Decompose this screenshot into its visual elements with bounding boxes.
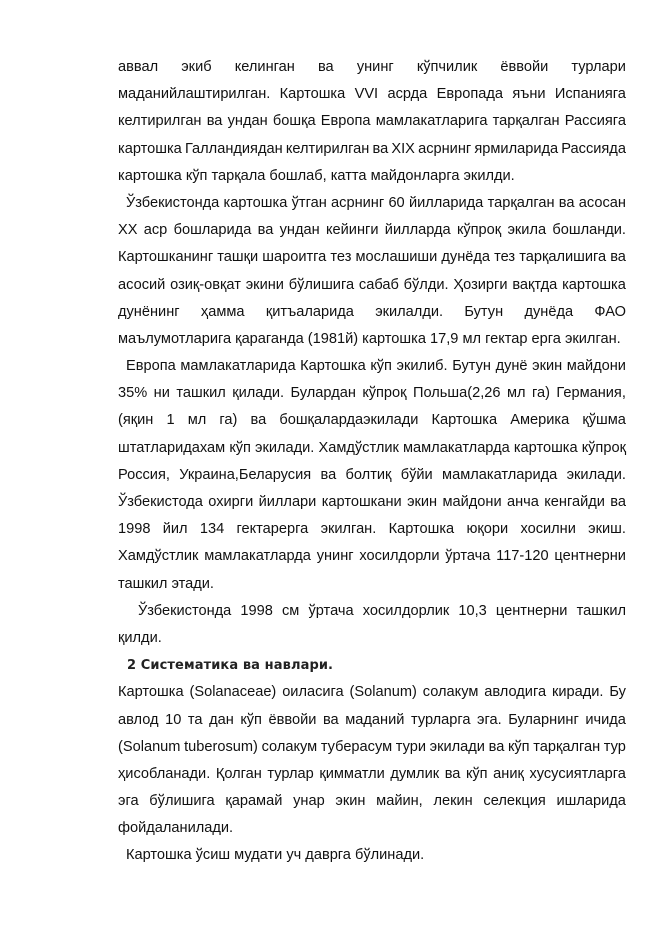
paragraph — [118, 190, 626, 353]
word: мл — [506, 385, 526, 402]
text-line — [118, 788, 626, 815]
word: ташкил — [576, 602, 626, 619]
word: (яқин — [118, 412, 154, 429]
word: Германия, — [556, 385, 626, 402]
word: экилган. — [320, 521, 377, 538]
word: Россия, — [118, 466, 170, 483]
word: асрнинг — [331, 194, 385, 211]
word: кўпроқ — [456, 222, 502, 239]
word: қимматли — [319, 765, 385, 782]
word: ундан — [227, 113, 268, 130]
word: Булардан — [290, 385, 356, 402]
word: бошларида — [173, 222, 252, 239]
word: Картошка — [388, 521, 455, 538]
text-line — [118, 761, 626, 788]
word: бўлди. — [403, 276, 449, 293]
word: туберасум — [320, 738, 393, 755]
word: авлод — [118, 711, 159, 728]
word: оиласига — [282, 684, 344, 701]
word: 10 — [165, 711, 182, 728]
word: Испанияга — [554, 86, 626, 103]
word: ёввойи — [500, 59, 549, 75]
word: ФАО — [594, 303, 626, 320]
word: анча — [506, 494, 539, 510]
word: экилиб. — [396, 358, 448, 375]
word: кўп — [370, 358, 392, 375]
word: Бутун — [464, 303, 504, 320]
word: Бутун — [452, 358, 491, 375]
word: Бу — [609, 684, 626, 701]
word: бўйи — [400, 466, 433, 483]
text-line — [118, 244, 626, 271]
word: дунёнинг — [118, 303, 180, 320]
word: хосилдорли — [359, 548, 440, 565]
word: дунёда — [524, 303, 574, 320]
word: (Solanum — [118, 738, 181, 755]
word: бошқа — [272, 113, 316, 130]
word: йиллари — [258, 494, 317, 510]
word: мамлакатларида — [180, 358, 296, 375]
word: думлик — [390, 765, 440, 782]
word: Ўзбекистонда — [138, 602, 232, 619]
word: яъни — [512, 86, 546, 103]
word: Галландиядан — [184, 140, 283, 157]
word: Ўзбекистода — [118, 494, 203, 510]
word: Картошка — [279, 86, 346, 103]
text-line — [118, 217, 626, 244]
text-line — [118, 190, 626, 217]
word: Картошканинг — [118, 249, 214, 266]
word: экин — [532, 358, 563, 375]
text-line — [118, 380, 626, 407]
word: бошланди. — [552, 222, 626, 239]
word: Европада — [436, 86, 503, 103]
word: дан — [209, 711, 234, 728]
word: Рассияда — [561, 140, 626, 157]
word: сабаб — [358, 276, 399, 293]
word: бўлишига — [149, 793, 215, 810]
word: 117-120 — [496, 548, 549, 565]
word: мл — [187, 412, 207, 429]
word: кўпчилик — [416, 59, 478, 75]
word: Америка — [510, 412, 570, 429]
word: Рассияга — [564, 113, 626, 130]
word: майдони — [566, 358, 626, 375]
word: экилади. — [255, 439, 315, 456]
text-line — [118, 516, 626, 543]
word: асосан — [578, 194, 626, 211]
word: тури — [395, 738, 427, 755]
word: ва — [558, 194, 575, 211]
text-line — [118, 462, 626, 489]
word: Ҳозирги — [453, 276, 508, 293]
word: аср — [143, 222, 168, 239]
word: Картошка — [431, 412, 498, 429]
word: (Solanum) — [349, 684, 417, 701]
word: кўпроқ — [362, 385, 407, 402]
word: Қолган — [215, 765, 262, 782]
word: 1998 — [240, 602, 273, 619]
section-heading: 2 Систематика ва навлари. — [127, 658, 334, 674]
word: турлари — [571, 59, 626, 75]
word: ташкил — [176, 385, 226, 402]
word: тарқалган — [533, 738, 601, 755]
word: 134 — [199, 521, 225, 538]
word: дунё — [495, 358, 528, 375]
word: Европа — [126, 358, 176, 375]
word: мамлакатларда — [403, 439, 510, 456]
word: йилларида — [408, 194, 484, 211]
word: ярмиларида — [474, 140, 559, 157]
word: ишларида — [556, 793, 626, 810]
word: ундан — [279, 222, 320, 239]
word: XX — [118, 222, 138, 239]
word: тез — [330, 249, 352, 266]
word: экини — [245, 276, 284, 293]
word: ва — [610, 249, 626, 266]
text-line — [118, 489, 626, 516]
word: селекция — [483, 793, 546, 810]
word: хосилни — [520, 521, 576, 538]
word: охирги — [208, 494, 254, 510]
word: асрда — [387, 86, 428, 103]
word: қарамай — [225, 793, 283, 810]
word: солакум — [261, 738, 318, 755]
text-line: ташкил этади. — [118, 575, 214, 592]
word: 35% — [118, 385, 148, 402]
word: tuberosum) — [184, 738, 258, 755]
word: 1998 — [118, 521, 151, 538]
word: келинган — [234, 59, 295, 75]
text-line: картошка кўп тарқала бошлаб, катта майдонларга экилди. — [118, 167, 515, 184]
word: кўп — [240, 711, 262, 728]
word: тез — [494, 249, 516, 266]
word: экилади. — [566, 466, 626, 483]
word: хосилдорлик — [362, 602, 450, 619]
word: мамлакатларига — [375, 113, 488, 130]
word: дунёда — [441, 249, 491, 266]
word: ва — [320, 466, 337, 483]
word: эга. — [477, 711, 502, 728]
word: ни — [153, 385, 170, 402]
word: центнерни — [495, 602, 568, 619]
word: та — [187, 711, 203, 728]
word: асрнинг — [418, 140, 472, 157]
word: экиб — [181, 59, 212, 75]
text-line — [118, 299, 626, 326]
word: картошка — [118, 140, 182, 157]
word: экин — [407, 494, 438, 510]
word: картошка — [513, 439, 578, 456]
word: см — [282, 602, 300, 619]
word: ва — [372, 140, 389, 157]
word: унар — [293, 793, 325, 810]
word: юқори — [466, 521, 509, 538]
word: авлодига — [484, 684, 547, 701]
word: га) — [219, 412, 238, 429]
word: мамлакатларида — [442, 466, 558, 483]
word: турлар — [267, 765, 314, 782]
word: штатларидахам — [118, 439, 226, 456]
word: экила — [507, 222, 547, 239]
text-line: маълумотларига қараганда (1981й) картошка 17,9 мл гектар ерга экилган. — [118, 330, 621, 347]
word: турларга — [410, 711, 471, 728]
paragraph — [118, 598, 626, 652]
word: унинг — [316, 548, 354, 565]
text-line — [118, 136, 626, 163]
word: экиш. — [588, 521, 626, 538]
word: киради. — [551, 684, 604, 701]
word: ва — [610, 494, 626, 510]
text-line — [118, 272, 626, 299]
word: га) — [531, 385, 550, 402]
word: озиқ-овқат — [170, 276, 241, 293]
word: ва — [444, 765, 461, 782]
word: йил — [162, 521, 188, 538]
word: шароитга — [262, 249, 327, 266]
text-line — [118, 734, 626, 761]
paragraph — [118, 54, 626, 190]
word: кенгайди — [544, 494, 605, 510]
word: ва — [257, 222, 274, 239]
word: Украина,Беларусия — [179, 466, 312, 483]
word: тарқалишига — [519, 249, 607, 266]
word: майдони — [442, 494, 502, 510]
word: лекин — [433, 793, 473, 810]
text-line — [118, 598, 626, 625]
word: бўлишига — [288, 276, 355, 293]
word: аниқ — [493, 765, 524, 782]
word: ўртача — [308, 602, 354, 619]
word: аввал — [118, 59, 159, 75]
text-line — [118, 108, 626, 135]
text-line — [118, 407, 626, 434]
word: Европа — [320, 113, 371, 130]
word: 1 — [166, 412, 175, 429]
word: ўтган — [291, 194, 327, 211]
word: йилларда — [384, 222, 451, 239]
word: 60 — [388, 194, 405, 211]
word: қўшма — [582, 412, 626, 429]
word: картошка — [562, 276, 626, 293]
word: картошкани — [321, 494, 402, 510]
word: экилалди. — [375, 303, 444, 320]
text-line — [118, 435, 626, 462]
text-line: фойдаланилади. — [118, 820, 234, 837]
text-line: қилди. — [118, 629, 162, 646]
word: Ўзбекистонда — [126, 194, 220, 211]
word: экилади — [429, 738, 485, 755]
word: бошқалардаэкилади — [279, 412, 419, 429]
word: эга — [118, 793, 139, 810]
word: ва — [488, 738, 505, 755]
word: вақтда — [512, 276, 558, 293]
paragraph — [118, 842, 626, 869]
word: Хамдўстлик — [318, 439, 399, 456]
word: ва — [206, 113, 223, 130]
word: Польша(2,26 — [413, 385, 501, 402]
word: солакум — [422, 684, 479, 701]
document-page — [118, 54, 626, 870]
word: картошка — [223, 194, 288, 211]
word: маданийлаштирилган. — [118, 86, 271, 103]
text-line — [118, 54, 626, 81]
word: центнерни — [554, 548, 626, 565]
word: хусусиятларга — [529, 765, 626, 782]
word: кўпроқ — [581, 439, 626, 456]
word: ташқи — [217, 249, 259, 266]
word: болтиқ — [345, 466, 392, 483]
word: унинг — [356, 59, 394, 75]
word: ичида — [585, 711, 626, 728]
word: ва — [250, 412, 267, 429]
word: майин, — [376, 793, 423, 810]
word: тарқалган — [492, 113, 560, 130]
word: мослашиши — [355, 249, 438, 266]
word: кейинги — [325, 222, 379, 239]
text-line — [118, 353, 626, 380]
word: гектарерга — [236, 521, 309, 538]
word: маданий — [345, 711, 405, 728]
text-line: Картошка ўсиш мудати уч даврга бўлинади. — [126, 847, 425, 864]
word: экин — [335, 793, 366, 810]
word: ҳамма — [200, 303, 245, 320]
word: Картошка — [300, 358, 366, 375]
word: қитъаларида — [265, 303, 354, 320]
word: келтирилган — [285, 140, 370, 157]
paragraph — [118, 679, 626, 842]
text-line — [118, 679, 626, 706]
word: ўртача — [445, 548, 491, 565]
word: кўп — [507, 738, 530, 755]
word: 10,3 — [458, 602, 487, 619]
word: Картошка — [118, 684, 184, 701]
word: XIX — [391, 140, 415, 157]
word: ва — [322, 711, 339, 728]
word: VVI — [354, 86, 379, 103]
word: Буларнинг — [508, 711, 579, 728]
text-line — [118, 81, 626, 108]
word: (Solanaceae) — [189, 684, 277, 701]
word: келтирилган — [118, 113, 202, 130]
word: ёввойи — [268, 711, 317, 728]
paragraph — [118, 353, 626, 598]
text-line — [118, 707, 626, 734]
word: кўп — [229, 439, 251, 456]
word: асосий — [118, 276, 166, 293]
word: ҳисобланади. — [118, 765, 211, 782]
text-line — [118, 543, 626, 570]
word: тарқалган — [487, 194, 555, 211]
word: қилади. — [232, 385, 285, 402]
word: тур — [603, 738, 626, 755]
word: Хамдўстлик — [118, 548, 199, 565]
word: мамлакатларда — [204, 548, 311, 565]
word: кўп — [465, 765, 488, 782]
word: ва — [317, 59, 334, 75]
